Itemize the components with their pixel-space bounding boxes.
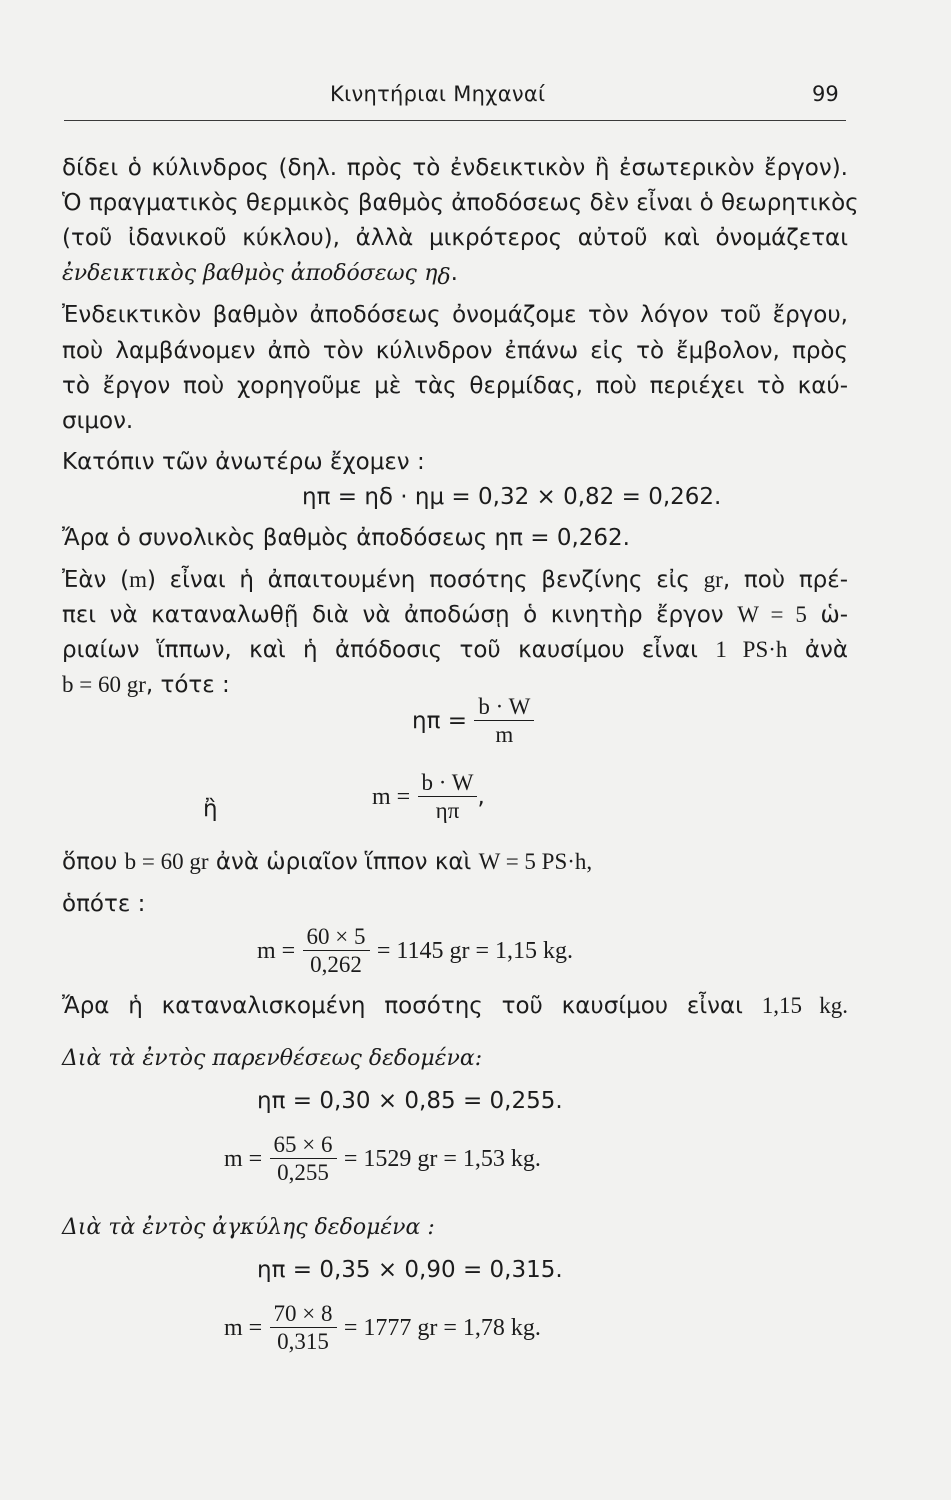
italic-subheading: Διὰ τὰ ἐντὸς παρενθέσεως δεδομένα: <box>62 1046 483 1071</box>
text-line <box>62 565 848 595</box>
equation-lhs: m = <box>257 938 296 964</box>
fraction-numerator: 70 × 8 <box>273 1301 333 1326</box>
equation-m-1145 <box>257 924 573 979</box>
equation-m-fraction <box>372 770 485 825</box>
fraction <box>270 1132 337 1187</box>
text-span: ὅπου <box>62 849 118 875</box>
text-line: Ὁ πραγματικὸς θερμικὸς βαθμὸς ἀποδόσεως δὲν εἶναι ὁ θεωρητικὸς <box>62 190 859 216</box>
text-span: ) εἶναι ἡ ἀπαιτουμένη ποσότης βενζίνης εἰς <box>146 567 690 593</box>
equation-lhs: m = <box>372 784 411 810</box>
fraction-denominator: ηπ <box>418 796 478 825</box>
text-span: ἀνὰ ὡριαῖον ἵππον καὶ <box>215 849 472 875</box>
text-line <box>62 600 848 630</box>
equation-eta-0255: ηπ = 0,30 × 0,85 = 0,255. <box>257 1088 563 1114</box>
text-line: δίδει ὁ κύλινδρος (δηλ. πρὸς τὸ ἐνδεικτικὸν ἢ ἐσωτερικὸν ἔργον). <box>62 155 848 181</box>
equation-lhs: ηπ = <box>412 708 468 734</box>
equation-rhs: = 1529 gr = 1,53 kg. <box>343 1146 541 1172</box>
fraction-denominator: 0,262 <box>303 950 370 979</box>
unit-psh: 1 PS·h <box>715 637 788 662</box>
math-w: W = 5 PS·h, <box>478 849 593 874</box>
text-span: ριαίων ἵππων, καὶ ἡ ἀπόδοσις τοῦ καυσίμου εἶναι <box>62 637 698 663</box>
text-line <box>62 635 848 665</box>
fraction <box>418 770 478 825</box>
page-number: 99 <box>812 82 839 106</box>
fraction-numerator: 65 × 6 <box>273 1132 333 1157</box>
fraction <box>303 924 370 979</box>
equation-eta-fraction <box>412 694 534 749</box>
text-line: ὁπότε : <box>62 891 146 917</box>
text-line <box>62 991 848 1021</box>
fraction-denominator: 0,315 <box>270 1327 337 1356</box>
text-line: ποὺ λαμβάνομεν ἀπὸ τὸν κύλινδρον ἐπάνω εἰς τὸ ἔμβολον, πρὸς <box>62 338 848 364</box>
symbol-subscript: δ <box>437 265 451 290</box>
fraction <box>474 694 534 749</box>
period: . <box>450 260 458 286</box>
equation-rhs: = 1777 gr = 1,78 kg. <box>343 1315 541 1341</box>
math-b: b = 60 gr <box>124 849 209 874</box>
equation-eta-total: ηπ = ηδ · ημ = 0,32 × 0,82 = 0,262. <box>302 484 722 510</box>
text-span: , τότε : <box>145 672 230 698</box>
text-span: πει νὰ καταναλωθῇ διὰ νὰ ἀποδώσῃ ὁ κινητὴρ ἔργον <box>62 602 724 628</box>
unit-gr: gr <box>703 567 723 592</box>
math-m: m <box>129 567 147 592</box>
text-line: (τοῦ ἰδανικοῦ κύκλου), ἀλλὰ μικρότερος αὐτοῦ καὶ ὀνομάζεται <box>62 225 848 251</box>
text-line <box>62 847 848 877</box>
text-line: Κατόπιν τῶν ἀνωτέρω ἔχομεν : <box>62 449 425 475</box>
text-span: ἀνὰ <box>804 637 849 663</box>
equation-eta-0315: ηπ = 0,35 × 0,90 = 0,315. <box>257 1257 563 1283</box>
comma: , <box>477 784 485 810</box>
text-line: σιμον. <box>62 408 134 434</box>
text-span: ὡ- <box>820 602 849 628</box>
fraction <box>270 1301 337 1356</box>
equation-rhs: = 1145 gr = 1,15 kg. <box>376 938 573 964</box>
text-line: Ἐνδεικτικὸν βαθμὸν ἀποδόσεως ὀνομάζομε τὸν λόγον τοῦ ἔργου, <box>62 302 848 328</box>
text-span: Ἐὰν ( <box>62 567 130 593</box>
text-span: , ποὺ πρέ- <box>722 567 848 593</box>
math-b: b = 60 gr <box>62 672 146 697</box>
equation-lhs: m = <box>224 1315 263 1341</box>
result-value: 1,15 kg. <box>761 993 848 1018</box>
text-line: τὸ ἔργον ποὺ χορηγοῦμε μὲ τὰς θερμίδας, ποὺ περιέχει τὸ καύ- <box>62 373 848 399</box>
italic-subheading: Διὰ τὰ ἐντὸς ἀγκύλης δεδομένα : <box>62 1215 435 1240</box>
math-w: W = 5 <box>737 602 807 627</box>
text-line-italic-term <box>62 258 848 293</box>
fraction-numerator: 60 × 5 <box>306 924 366 949</box>
fraction-denominator: m <box>474 720 534 749</box>
text-span: Ἄρα ἡ καταναλισκομένη ποσότης τοῦ καυσίμου εἶναι <box>62 993 743 1019</box>
fraction-numerator: b · W <box>421 770 474 795</box>
fraction-numerator: b · W <box>478 694 531 719</box>
equation-m-1529 <box>224 1132 541 1187</box>
fraction-denominator: 0,255 <box>270 1158 337 1187</box>
symbol-eta: η <box>424 261 438 286</box>
text-or: ἢ <box>203 796 218 822</box>
running-header-title: Κινητήριαι Μηχαναί <box>330 82 546 106</box>
header-divider <box>64 120 846 121</box>
equation-m-1777 <box>224 1301 541 1356</box>
italic-term: ἐνδεικτικὸς βαθμὸς ἀποδόσεως <box>62 261 417 286</box>
text-line: Ἄρα ὁ συνολικὸς βαθμὸς ἀποδόσεως ηπ = 0,262. <box>62 525 630 551</box>
equation-lhs: m = <box>224 1146 263 1172</box>
